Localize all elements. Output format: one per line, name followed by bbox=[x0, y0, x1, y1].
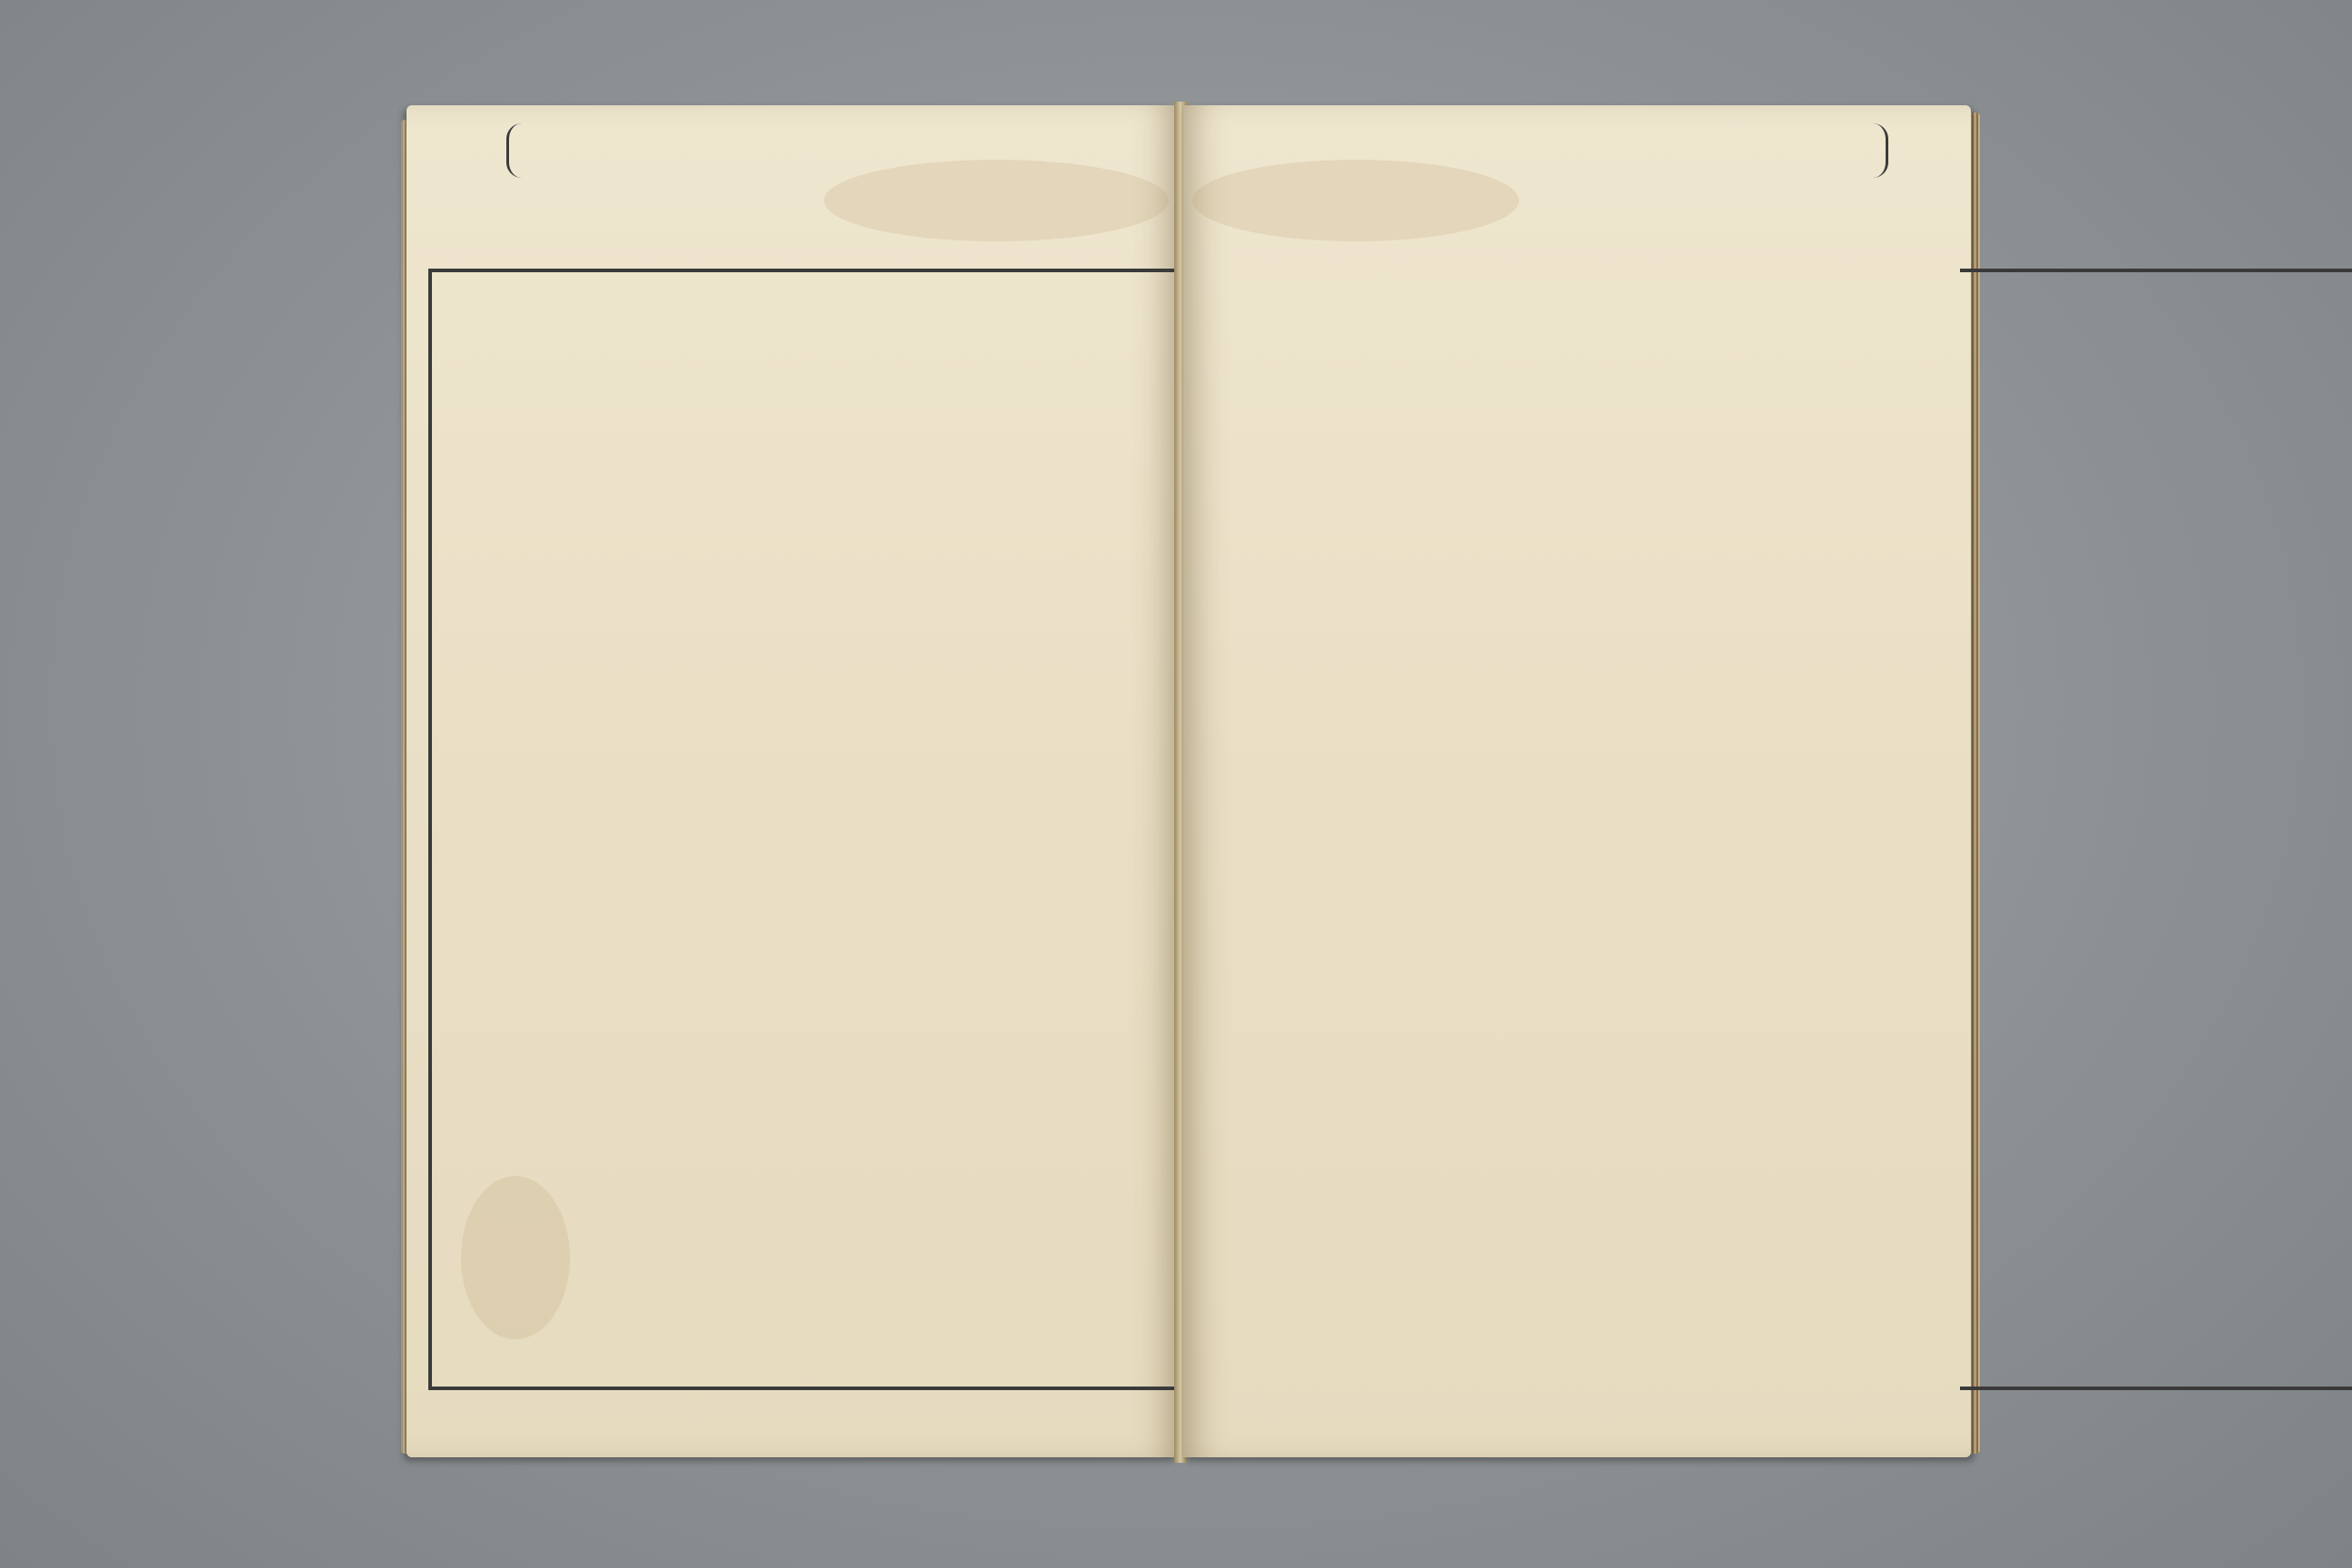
water-stain bbox=[824, 160, 1169, 241]
thread-mark bbox=[506, 123, 522, 178]
right-page bbox=[1183, 105, 1971, 1457]
water-stain bbox=[1192, 160, 1519, 241]
right-print-frame bbox=[1960, 269, 2352, 1390]
left-page bbox=[407, 105, 1178, 1457]
left-print-frame bbox=[428, 269, 1178, 1390]
open-book bbox=[407, 102, 1971, 1463]
thread-mark bbox=[1873, 123, 1888, 178]
